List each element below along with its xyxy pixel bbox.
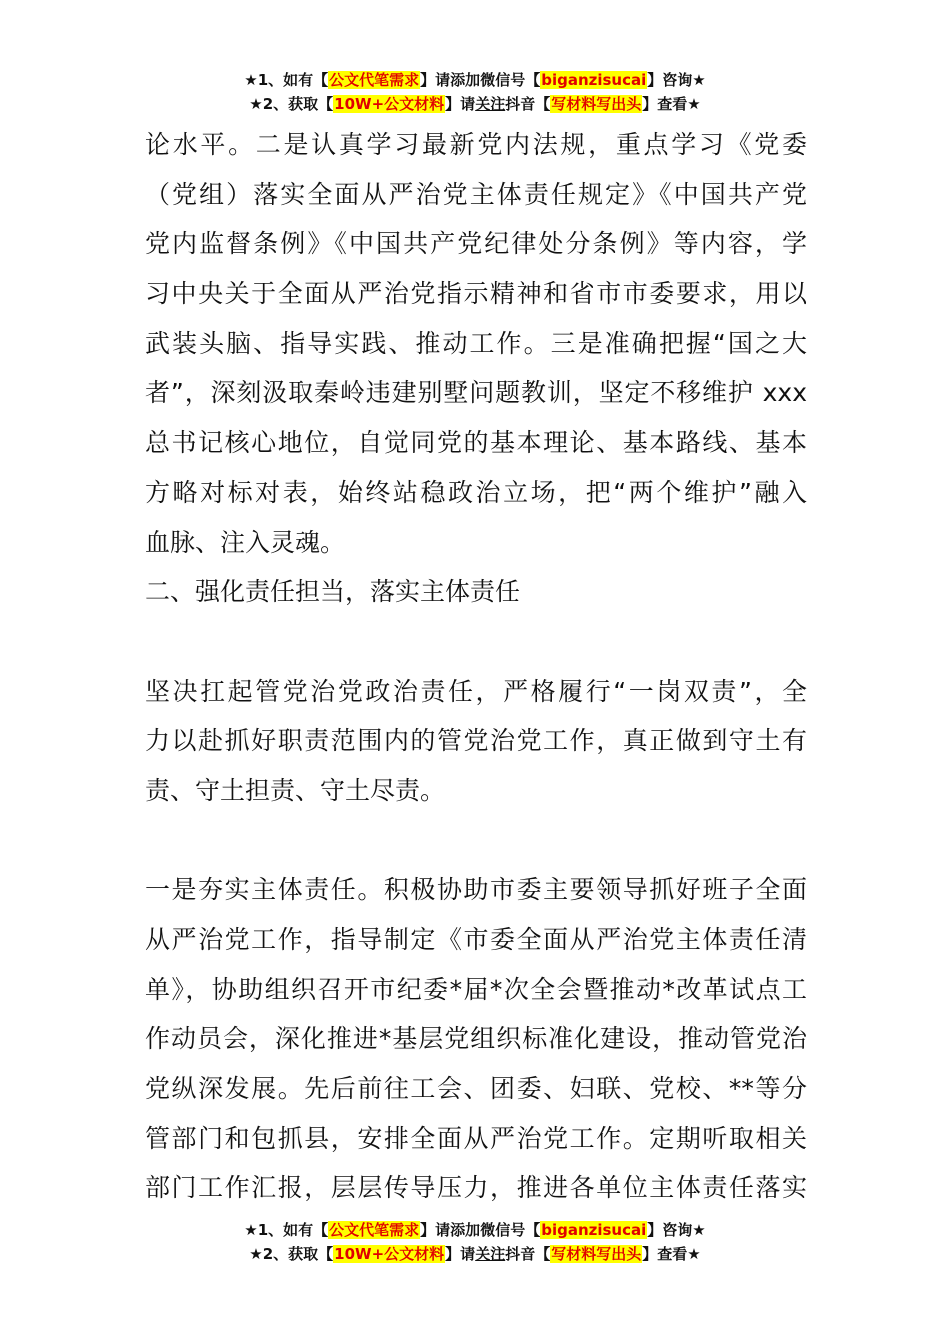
- body-line: 总书记核心地位，自觉同党的基本理论、基本路线、基本: [145, 428, 807, 458]
- body-line: 管部门和包抓县，安排全面从严治党工作。定期听取相关: [145, 1123, 807, 1153]
- banner-line-1: [0, 1218, 950, 1242]
- highlight-wechat-id: biganzisucai: [541, 1221, 647, 1239]
- highlight-service: 公文代笔需求: [329, 71, 420, 89]
- star-icon: ★: [249, 95, 263, 113]
- highlight-douyin: 写材料写出头: [551, 95, 642, 113]
- banner-text: 微信号【: [480, 71, 541, 89]
- body-line: 力以赴抓好职责范围内的管党治党工作，真正做到守土有: [145, 726, 807, 756]
- body-line: （党组）落实全面从严治党主体责任规定》《中国共产党: [145, 179, 807, 209]
- highlight-douyin: 写材料写出头: [551, 1245, 642, 1263]
- banner-text: 】请: [420, 71, 451, 89]
- paragraph-gap: [145, 617, 807, 667]
- banner-text: 微信号【: [480, 1221, 541, 1239]
- body-line: 论水平。二是认真学习最新党内法规，重点学习《党委: [145, 130, 807, 159]
- highlight-materials: 10W+公文材料: [334, 1245, 445, 1263]
- banner-text: 】查看: [642, 95, 688, 113]
- banner-emphasis: 添加: [450, 71, 481, 89]
- body-line: 者”，深刻汲取秦岭违建别墅问题教训，坚定不移维护 xxx: [145, 378, 807, 408]
- body-line: 一是夯实主体责任。积极协助市委主要领导抓好班子全面: [145, 875, 807, 905]
- paragraph-gap: [145, 816, 807, 866]
- banner-text: 抖音【: [505, 1245, 551, 1263]
- banner-text: 1、如有【: [257, 1221, 329, 1239]
- star-icon: ★: [692, 71, 706, 89]
- body-line: 方略对标对表，始终站稳政治立场，把“两个维护”融入: [145, 477, 807, 507]
- banner-emphasis: 关注: [475, 95, 506, 113]
- banner-text: 】请: [420, 1221, 451, 1239]
- footer-banner: [0, 1218, 950, 1266]
- banner-text: 1、如有【: [257, 71, 329, 89]
- banner-line-1: [0, 68, 950, 92]
- banner-text: 抖音【: [505, 95, 551, 113]
- banner-text: 】咨询: [647, 1221, 693, 1239]
- star-icon: ★: [249, 1245, 263, 1263]
- star-icon: ★: [687, 95, 701, 113]
- star-icon: ★: [244, 1221, 258, 1239]
- body-line: 武装头脑、指导实践、推动工作。三是准确把握“国之大: [145, 328, 807, 358]
- banner-text: 2、获取【: [262, 95, 334, 113]
- body-line: 从严治党工作，指导制定《市委全面从严治党主体责任清: [145, 925, 807, 954]
- banner-text: 】请: [445, 1245, 476, 1263]
- star-icon: ★: [687, 1245, 701, 1263]
- highlight-service: 公文代笔需求: [329, 1221, 420, 1239]
- banner-line-2: [0, 92, 950, 116]
- body-line: 作动员会，深化推进*基层党组织标准化建设，推动管党治: [145, 1024, 807, 1054]
- highlight-wechat-id: biganzisucai: [541, 71, 647, 89]
- highlight-materials: 10W+公文材料: [334, 95, 445, 113]
- star-icon: ★: [244, 71, 258, 89]
- body-line: 部门工作汇报，层层传导压力，推进各单位主体责任落实: [145, 1173, 807, 1203]
- banner-line-2: [0, 1242, 950, 1266]
- body-line: 坚决扛起管党治党政治责任，严格履行“一岗双责”，全: [145, 676, 807, 706]
- banner-text: 】咨询: [647, 71, 693, 89]
- body-line: 党纵深发展。先后前往工会、团委、妇联、党校、**等分: [145, 1074, 807, 1104]
- body-line: 习中央关于全面从严治党指示精神和省市市委要求，用以: [145, 279, 807, 309]
- body-line: 单》，协助组织召开市纪委*届*次全会暨推动*改革试点工: [145, 974, 807, 1004]
- banner-text: 】请: [445, 95, 476, 113]
- body-line: 责、守土担责、守土尽责。: [145, 775, 446, 805]
- banner-emphasis: 关注: [475, 1245, 506, 1263]
- section-heading: 二、强化责任担当，落实主体责任: [145, 577, 521, 607]
- banner-text: 2、获取【: [262, 1245, 334, 1263]
- body-line: 血脉、注入灵魂。: [145, 527, 346, 557]
- body-line: 党内监督条例》《中国共产党纪律处分条例》等内容，学: [145, 229, 807, 259]
- banner-emphasis: 添加: [450, 1221, 481, 1239]
- header-banner: [0, 68, 950, 116]
- banner-text: 】查看: [642, 1245, 688, 1263]
- document-body: [145, 120, 807, 1213]
- star-icon: ★: [692, 1221, 706, 1239]
